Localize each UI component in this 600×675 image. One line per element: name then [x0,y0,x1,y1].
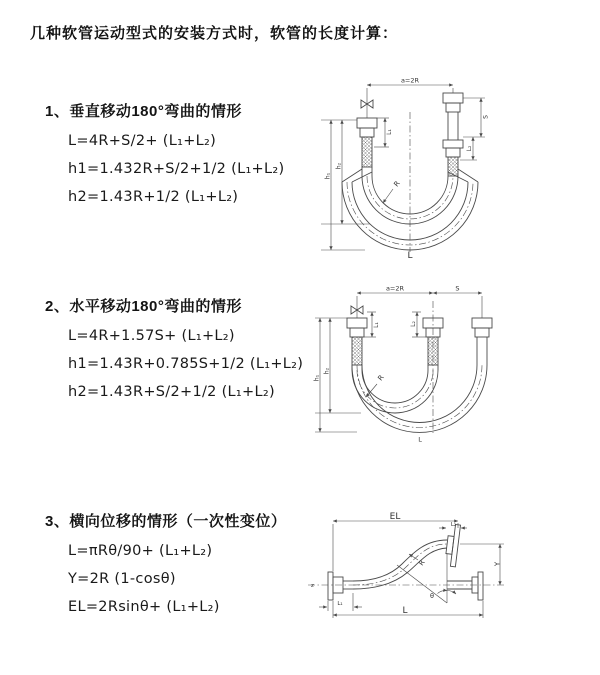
dim-h1 [325,120,332,250]
hose-position-1 [352,370,438,413]
valve-icon [351,296,363,318]
right-flange [447,572,483,600]
length-label: L [407,251,413,261]
dim-h1 [314,318,321,432]
radius-label [366,373,386,397]
diagram-horizontal-180-bend [313,283,513,445]
left-flange [328,572,353,600]
right-pipe-fitting [472,318,492,365]
section-3-heading: 3、横向位移的情形（一次性变位） [45,513,287,530]
formula-h2: h2=1.43R+1/2 (L₁+L₂) [68,189,239,205]
formula-h1: h1=1.432R+S/2+1/2 (L₁+L₂) [68,161,285,177]
diagram-lateral-displacement [300,508,515,633]
svg-text:a=2R: a=2R [400,76,420,85]
section-lateral-displacement [45,512,286,616]
svg-text:L₂: L₂ [410,321,417,327]
svg-text:L₁: L₁ [337,601,343,607]
dim-length [333,601,483,618]
svg-text:Y: Y [493,561,502,567]
dim-l1 [319,593,362,611]
svg-text:a=2R: a=2R [385,284,405,293]
section-1-heading: 1、垂直移动180°弯曲的情形 [45,103,242,120]
section-horizontal-movement [45,297,303,401]
svg-text:L: L [402,606,408,616]
radius-label [383,179,402,203]
svg-text:h₁: h₁ [313,374,321,382]
diagram-vertical-180-bend [313,76,513,261]
formula-h1: h1=1.43R+0.785S+1/2 (L₁+L₂) [68,356,304,372]
dim-span [357,285,433,294]
page-title: 几种软管运动型式的安装方式时，软管的长度计算： [30,25,399,42]
dim-shift [433,285,482,319]
svg-text:EL: EL [389,512,401,522]
svg-text:S: S [455,284,460,293]
angle-theta [397,554,456,603]
valve-icon [361,88,373,118]
z-mark: z [311,583,314,589]
dim-span [367,77,453,94]
svg-text:R: R [392,179,402,189]
svg-text:R: R [376,373,386,383]
svg-text:L₂: L₂ [466,145,473,152]
section-vertical-movement [45,102,284,206]
dim-l2 [439,522,467,528]
dim-l1 [364,312,380,337]
dim-el [333,512,458,571]
svg-text:L₁: L₁ [386,129,393,135]
left-pipe-fitting [347,318,367,370]
section-2-heading: 2、水平移动180°弯曲的情形 [45,298,242,315]
svg-text:S: S [482,115,490,119]
formula-h2: h2=1.43R+S/2+1/2 (L₁+L₂) [68,384,275,400]
formula-L: L=πRθ/90+ (L₁+L₂) [68,543,213,559]
formula-Y: Y=2R (1-cosθ) [68,571,176,587]
dim-h2 [324,318,331,413]
formula-L: L=4R+1.57S+ (L₁+L₂) [68,328,235,344]
formula-L: L=4R+S/2+ (L₁+L₂) [68,133,217,149]
dim-l2 [410,312,426,337]
svg-text:h₁: h₁ [324,172,332,180]
right-pipe-fitting [443,93,463,176]
dim-s [463,98,490,137]
length-label: L [418,435,422,444]
hose-s-curve [353,540,447,589]
svg-text:R: R [417,558,427,568]
dim-h2 [336,120,343,224]
svg-text:L₂: L₂ [450,522,457,528]
svg-text:h₂: h₂ [323,367,331,375]
svg-text:h₂: h₂ [335,162,343,170]
middle-pipe-fitting [423,318,443,370]
dim-y [460,544,504,585]
svg-text:θ: θ [430,592,434,600]
svg-text:L₁: L₁ [373,322,380,328]
formula-EL: EL=2Rsinθ+ (L₁+L₂) [68,599,220,615]
